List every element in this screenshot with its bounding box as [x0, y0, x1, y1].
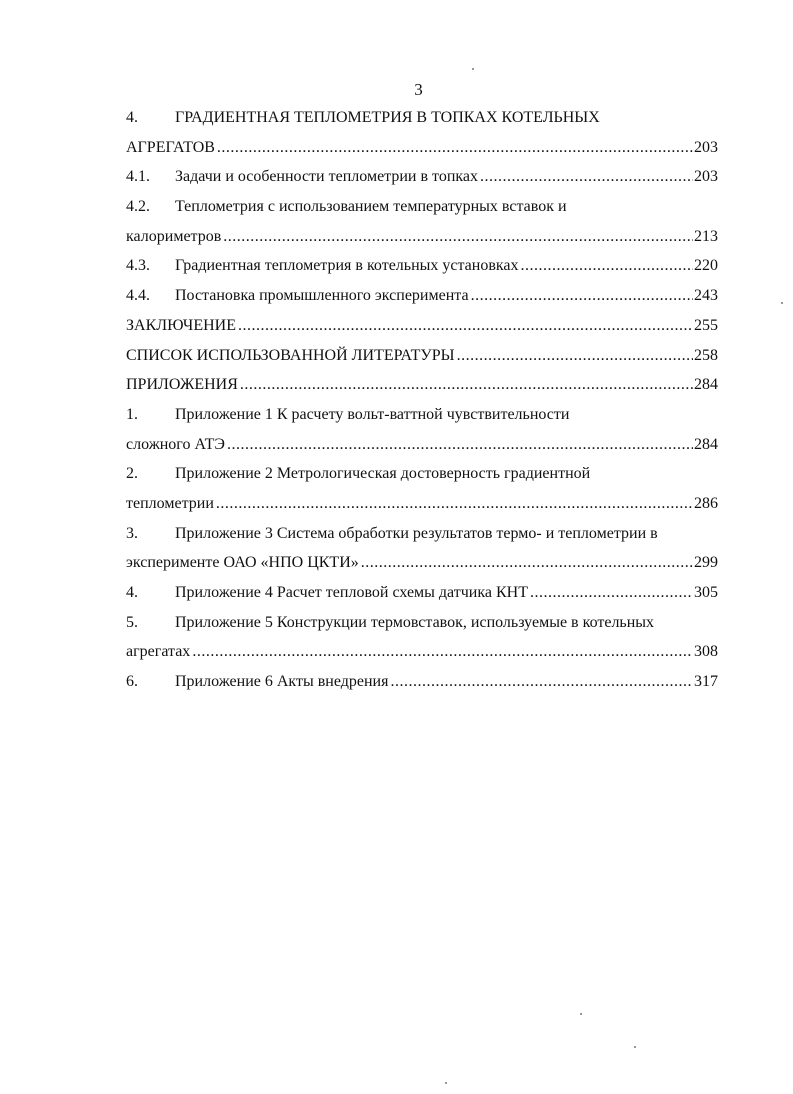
toc-line — [126, 637, 718, 667]
toc-page-ref: 317 — [694, 673, 718, 691]
toc-number: 1. — [126, 405, 138, 423]
toc-page-ref: 243 — [694, 287, 718, 305]
toc-title: Теплометрия с использованием температурных вставок и — [175, 198, 567, 216]
toc-line — [126, 192, 718, 222]
toc-line — [126, 608, 718, 638]
scan-speck — [580, 1013, 582, 1015]
table-of-contents — [126, 103, 718, 697]
toc-title: сложного АТЭ — [126, 435, 225, 453]
toc-title: Приложение 6 Акты внедрения — [175, 673, 389, 691]
dot-leader — [457, 341, 693, 371]
toc-title: Приложение 1 К расчету вольт-ваттной чувствительности — [175, 405, 570, 423]
toc-number: 4. — [126, 109, 138, 126]
dot-leader — [471, 281, 693, 311]
dot-leader — [240, 370, 693, 400]
toc-title: агрегатах — [126, 643, 191, 661]
scan-speck — [472, 68, 474, 70]
toc-title: Приложение 2 Метрологическая достоверность градиентной — [175, 465, 591, 483]
toc-title: Градиентная теплометрия в котельных установках — [175, 257, 519, 275]
toc-page-ref: 308 — [694, 643, 718, 661]
toc-number: 5. — [126, 613, 138, 631]
toc-number: 4. — [126, 584, 138, 601]
toc-title: Приложение 5 Конструкции термовставок, используемые в котельных — [175, 613, 655, 631]
toc-page-ref: 220 — [694, 257, 718, 275]
toc-title: калориметров — [126, 227, 222, 245]
dot-leader — [227, 430, 693, 460]
toc-title: Приложение 4 Расчет тепловой схемы датчика КНТ — [175, 584, 528, 601]
toc-number: 4.2. — [126, 198, 150, 216]
toc-line — [126, 341, 718, 371]
toc-number: 4.3. — [126, 257, 150, 275]
toc-line — [126, 430, 718, 460]
toc-page-ref: 305 — [694, 584, 718, 601]
toc-line — [126, 251, 718, 281]
toc-page-ref: 284 — [694, 376, 718, 394]
toc-line — [126, 103, 718, 133]
toc-page-ref: 286 — [694, 494, 718, 512]
toc-title: теплометрии — [126, 494, 214, 512]
toc-title: ПРИЛОЖЕНИЯ — [126, 376, 238, 394]
toc-line — [126, 459, 718, 489]
toc-title: СПИСОК ИСПОЛЬЗОВАННОЙ ЛИТЕРАТУРЫ — [126, 346, 455, 364]
dot-leader — [390, 667, 693, 697]
dot-leader — [361, 548, 693, 578]
toc-title: эксперименте ОАО «НПО ЦКТИ» — [126, 554, 359, 572]
toc-title: ГРАДИЕНТНАЯ ТЕПЛОМЕТРИЯ В ТОПКАХ КОТЕЛЬНЫХ — [175, 109, 600, 126]
toc-line — [126, 370, 718, 400]
dot-leader — [521, 251, 693, 281]
toc-title: АГРЕГАТОВ — [126, 138, 215, 156]
toc-page-ref: 284 — [694, 435, 718, 453]
toc-line — [126, 548, 718, 578]
toc-number: 6. — [126, 673, 138, 691]
toc-number: 4.1. — [126, 168, 150, 186]
dot-leader — [192, 637, 693, 667]
toc-line — [126, 667, 718, 697]
toc-number: 3. — [126, 524, 138, 542]
scan-speck — [445, 1082, 447, 1084]
toc-page-ref: 213 — [694, 227, 718, 245]
toc-title: ЗАКЛЮЧЕНИЕ — [126, 316, 236, 334]
toc-line — [126, 400, 718, 430]
dot-leader — [217, 133, 693, 163]
toc-line — [126, 489, 718, 519]
toc-line — [126, 281, 718, 311]
dot-leader — [216, 489, 693, 519]
toc-page-ref: 255 — [694, 316, 718, 334]
toc-line — [126, 519, 718, 549]
dot-leader — [238, 311, 693, 341]
toc-page-ref: 299 — [694, 554, 718, 572]
toc-line — [126, 222, 718, 252]
toc-page-ref: 203 — [694, 168, 718, 186]
toc-number: 2. — [126, 465, 138, 483]
dot-leader — [480, 162, 693, 192]
scan-speck — [781, 302, 783, 304]
toc-title: Приложение 3 Система обработки результатов термо- и теплометрии в — [175, 524, 658, 542]
page-number: 3 — [414, 80, 423, 99]
toc-line — [126, 578, 718, 608]
scan-speck — [634, 1046, 636, 1048]
toc-line — [126, 162, 718, 192]
toc-number: 4.4. — [126, 287, 150, 305]
dot-leader — [530, 578, 693, 608]
toc-title: Постановка промышленного эксперимента — [175, 287, 469, 305]
toc-page-ref: 203 — [694, 138, 718, 156]
dot-leader — [223, 222, 693, 252]
toc-line — [126, 311, 718, 341]
toc-line — [126, 133, 718, 163]
toc-title: Задачи и особенности теплометрии в топках — [175, 168, 479, 186]
toc-page-ref: 258 — [694, 346, 718, 364]
